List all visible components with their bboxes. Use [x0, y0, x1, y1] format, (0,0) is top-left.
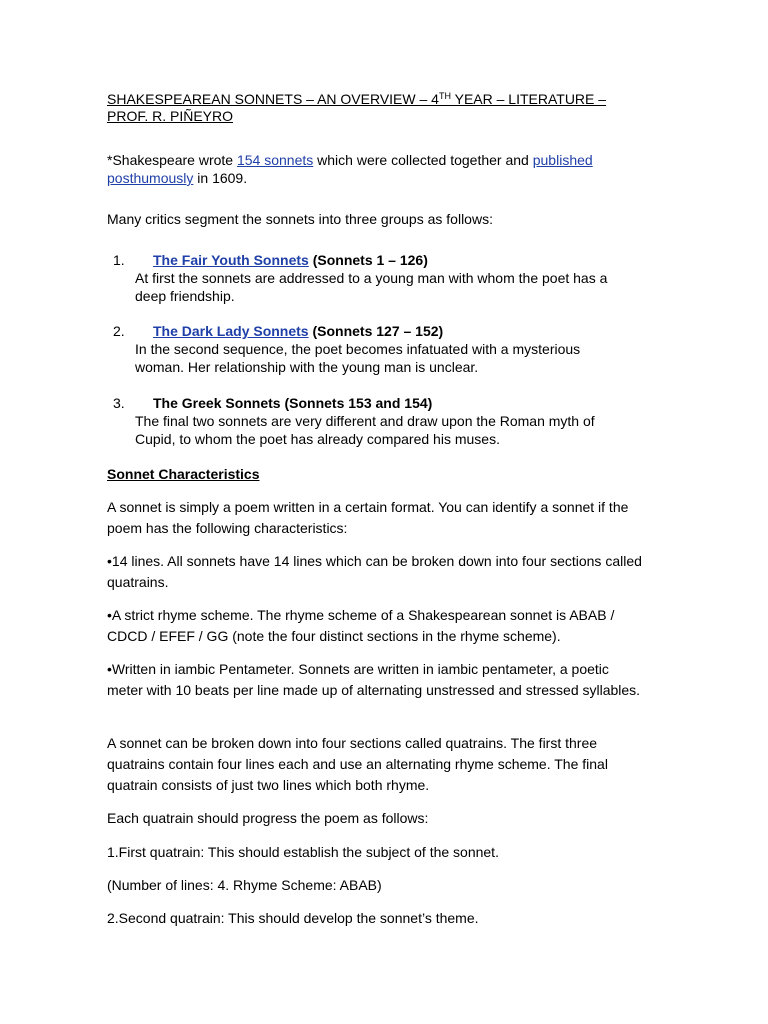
group-number: 2. — [113, 323, 125, 339]
group-title — [153, 251, 428, 269]
group-greek — [107, 394, 667, 448]
title-text-cont: YEAR – LITERATURE – — [450, 91, 607, 107]
desc-line-1: At first the sonnets are addressed to a young man with whom the poet has a — [135, 270, 608, 286]
group-title — [153, 322, 443, 340]
intro-paragraph — [107, 151, 667, 187]
link-154-sonnets[interactable]: 154 sonnets — [236, 152, 314, 168]
critics-paragraph: Many critics segment the sonnets into three groups as follows: — [107, 211, 493, 227]
fourteen-lines-paragraph: •14 lines. All sonnets have 14 lines which can be broken down into four sections called quatrains. — [107, 553, 642, 590]
first-quatrain-paragraph: 1.First quatrain: This should establish the subject of the sonnet. — [107, 844, 499, 860]
intro-text-3: in 1609. — [193, 170, 248, 186]
group-title: The Greek Sonnets (Sonnets 153 and 154) — [153, 395, 433, 411]
group-number: 3. — [113, 395, 125, 411]
desc-line-1: The final two sonnets are very different and draw upon the Roman myth of — [135, 413, 595, 429]
desc-line-2: woman. Her relationship with the young man is unclear. — [135, 359, 479, 375]
link-fair-youth-sonnets[interactable]: The Fair Youth Sonnets — [153, 252, 309, 268]
group-range: (Sonnets 127 – 152) — [308, 323, 444, 339]
first-quatrain-lines-paragraph: (Number of lines: 4. Rhyme Scheme: ABAB) — [107, 877, 382, 893]
document-title — [107, 91, 667, 125]
second-quatrain-paragraph: 2.Second quatrain: This should develop the sonnet’s theme. — [107, 910, 479, 926]
group-range: (Sonnets 1 – 126) — [308, 252, 428, 268]
title-text: SHAKESPEAREAN SONNETS – AN OVERVIEW – 4 — [107, 91, 439, 107]
link-published[interactable]: published — [532, 152, 593, 168]
characteristics-heading: Sonnet Characteristics — [107, 466, 260, 482]
group-number: 1. — [113, 252, 125, 268]
intro-text-2: which were collected together and — [313, 152, 533, 168]
desc-line-1: In the second sequence, the poet becomes infatuated with a mysterious — [135, 341, 581, 357]
intro-text-1: *Shakespeare wrote — [107, 152, 237, 168]
group-description — [107, 269, 667, 305]
desc-line-2: deep friendship. — [135, 288, 235, 304]
progress-paragraph: Each quatrain should progress the poem as follows: — [107, 810, 429, 826]
group-fair-youth — [107, 251, 667, 305]
group-description — [107, 340, 667, 376]
desc-line-2: Cupid, to whom the poet has already compared his muses. — [135, 431, 500, 447]
sonnet-definition-paragraph: A sonnet is simply a poem written in a certain format. You can identify a sonnet if the poem has the following characteristics: — [107, 499, 629, 536]
title-author: PROF. R. PIÑEYRO — [107, 108, 234, 124]
title-superscript: TH — [438, 91, 451, 101]
iambic-paragraph: •Written in iambic Pentameter. Sonnets are written in iambic pentameter, a poetic meter with 10 beats per line made up of alternating unstressed and stressed syllables. — [107, 661, 641, 698]
rhyme-scheme-paragraph: •A strict rhyme scheme. The rhyme scheme of a Shakespearean sonnet is ABAB / CDCD / EFEF / GG (note the four distinct sections in the rhyme scheme). — [107, 607, 615, 644]
link-dark-lady-sonnets[interactable]: The Dark Lady Sonnets — [153, 323, 309, 339]
group-dark-lady — [107, 322, 667, 376]
quatrains-paragraph: A sonnet can be broken down into four sections called quatrains. The first three quatrains contain four lines each and use an alternating rhyme scheme. The final quatrain consists of just two lines which both rhyme. — [107, 735, 608, 793]
group-description — [107, 412, 667, 448]
link-posthumously[interactable]: posthumously — [107, 170, 194, 186]
